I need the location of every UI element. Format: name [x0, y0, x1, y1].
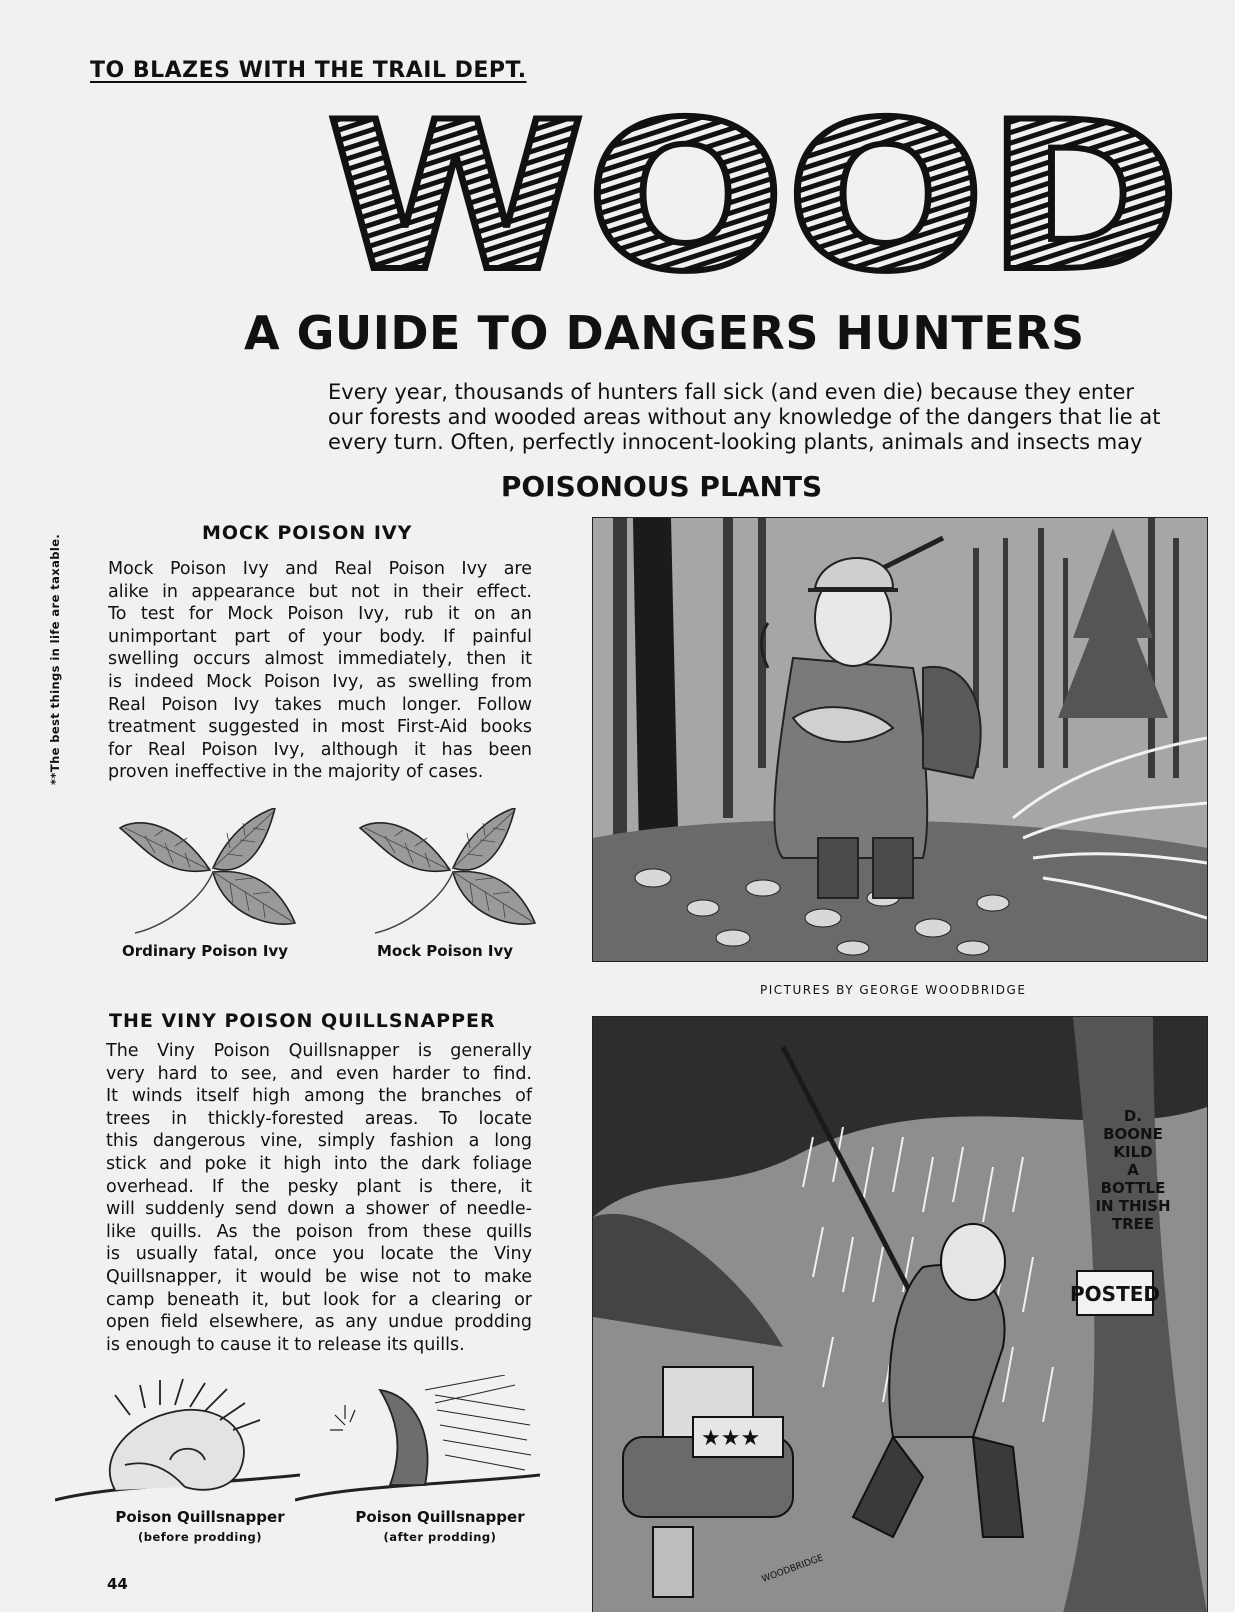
- caption-quillsnapper-after: Poison Quillsnapper: [355, 1508, 525, 1526]
- illustration-hunter-forest: [592, 517, 1208, 962]
- picture-credit: PICTURES BY GEORGE WOODBRIDGE: [760, 983, 1027, 997]
- body-line: unimportant part of your body. If painful: [108, 626, 532, 647]
- wood-title-art: [326, 100, 1186, 290]
- caption-ordinary-poison-ivy: Ordinary Poison Ivy: [122, 942, 288, 960]
- body-line: is enough to cause it to release its quills.: [106, 1334, 465, 1355]
- tree-carving-line: KILD: [1113, 1143, 1153, 1161]
- tree-carving-line: TREE: [1111, 1215, 1155, 1233]
- body-line: very hard to see, and even harder to find.: [106, 1063, 532, 1084]
- body-line: this dangerous vine, simply fashion a long: [106, 1131, 532, 1152]
- headline: A GUIDE TO DANGERS HUNTERS: [244, 306, 1085, 360]
- body-line: Quillsnapper, it would be wise not to make: [106, 1266, 532, 1287]
- body-line: is usually fatal, once you locate the Viny: [106, 1244, 532, 1265]
- body-line: overhead. If the pesky plant is there, it: [106, 1176, 532, 1197]
- intro-paragraph: [328, 380, 1188, 455]
- body-line: swelling occurs almost immediately, then it: [108, 649, 532, 670]
- quillsnapper-before-drawing: [55, 1375, 300, 1510]
- article-body-viny-poison-quillsnapper: [106, 1040, 532, 1356]
- body-line: will suddenly send down a shower of needle-: [106, 1199, 532, 1220]
- body-line: treatment suggested in most First-Aid books: [108, 717, 532, 738]
- body-line: for Real Poison Ivy, although it has been: [108, 739, 532, 760]
- body-line: camp beneath it, but look for a clearing or: [106, 1289, 532, 1310]
- article-body-mock-poison-ivy: [108, 558, 532, 784]
- article-title-mock-poison-ivy: MOCK POISON IVY: [202, 522, 413, 544]
- subcaption-quillsnapper-before: (before prodding): [137, 1530, 263, 1544]
- artist-signature: WOODBRIDGE: [760, 1553, 825, 1585]
- body-line: open field elsewhere, as any undue prodding: [106, 1312, 532, 1333]
- tree-carving-line: A: [1127, 1161, 1139, 1179]
- body-line: The Viny Poison Quillsnapper is generally: [106, 1041, 532, 1061]
- tree-carving-line: BOONE: [1103, 1125, 1163, 1143]
- crate-stars: ★★★: [701, 1426, 761, 1451]
- department-heading: TO BLAZES WITH THE TRAIL DEPT.: [90, 58, 527, 83]
- body-line: like quills. As the poison from these quills: [106, 1221, 532, 1242]
- body-line: stick and poke it high into the dark foliage: [106, 1153, 532, 1174]
- body-line: Real Poison Ivy takes much longer. Follow: [108, 694, 532, 715]
- tree-carving-line: BOTTLE: [1100, 1179, 1166, 1197]
- ordinary-poison-ivy-drawing: [115, 808, 315, 938]
- body-line: trees in thickly-forested areas. To locate: [106, 1108, 532, 1129]
- tree-carving-line: IN THISH: [1095, 1197, 1171, 1215]
- body-line: It winds itself high among the branches of: [106, 1086, 532, 1107]
- body-line: is indeed Mock Poison Ivy, as swelling from: [108, 671, 532, 692]
- article-title-viny-poison-quillsnapper: THE VINY POISON QUILLSNAPPER: [109, 1010, 496, 1032]
- mock-poison-ivy-drawing: [355, 808, 555, 938]
- illustration-quill-shower: [592, 1016, 1208, 1612]
- side-note: **The best things in life are taxable.: [48, 533, 62, 785]
- intro-line: our forests and wooded areas without any knowledge of the dangers that lie at: [328, 405, 1161, 429]
- section-title: POISONOUS PLANTS: [500, 470, 823, 503]
- body-line: To test for Mock Poison Ivy, rub it on an: [108, 604, 532, 625]
- body-line: proven ineffective in the majority of cases.: [108, 762, 484, 783]
- tree-carving-line: D.: [1123, 1107, 1143, 1125]
- posted-sign: POSTED: [1070, 1282, 1160, 1306]
- page-number: 44: [107, 1575, 128, 1593]
- caption-quillsnapper-before: Poison Quillsnapper: [115, 1508, 285, 1526]
- quillsnapper-after-drawing: [295, 1375, 540, 1510]
- wood-title-text: WOOD: [326, 100, 1181, 290]
- body-line: Mock Poison Ivy and Real Poison Ivy are: [108, 559, 532, 579]
- body-line: alike in appearance but not in their effect.: [108, 581, 532, 602]
- caption-mock-poison-ivy: Mock Poison Ivy: [376, 942, 514, 960]
- subcaption-quillsnapper-after: (after prodding): [383, 1530, 497, 1544]
- intro-line: every turn. Often, perfectly innocent-looking plants, animals and insects may: [328, 430, 1143, 454]
- intro-line: Every year, thousands of hunters fall sick (and even die) because they enter: [328, 380, 1135, 404]
